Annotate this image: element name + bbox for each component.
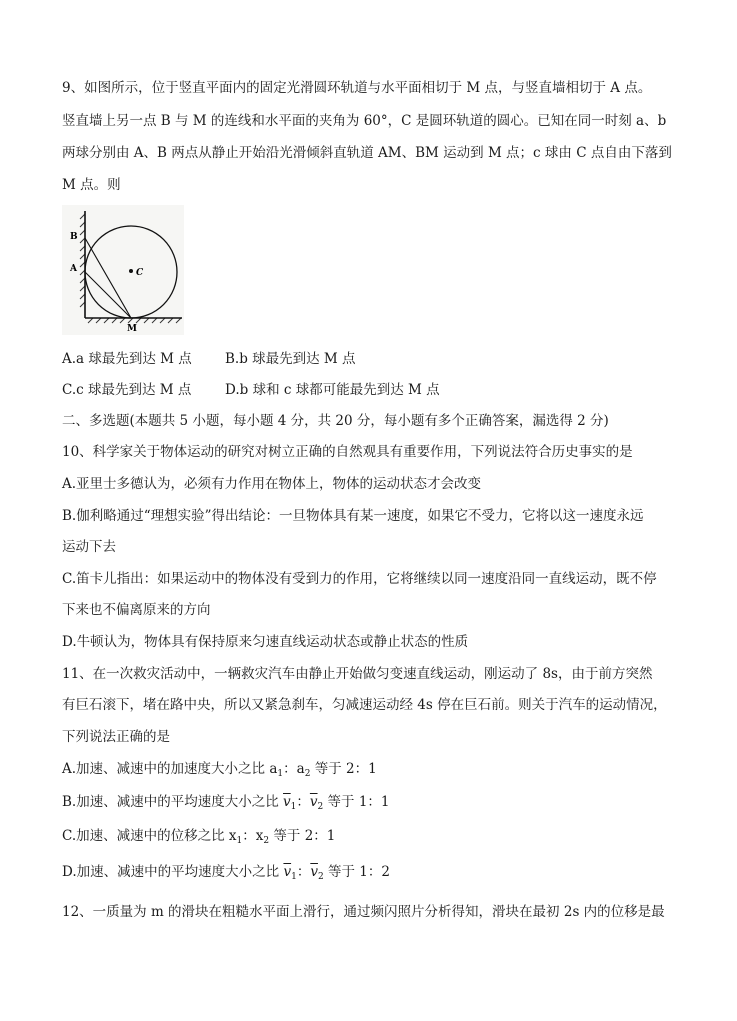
q12-line-1: 12、一质量为 m 的滑块在粗糙水平面上滑行，通过频闪照片分析得知，滑块在最初 2s 内的位移是最 <box>62 904 665 920</box>
q11-b-sub2: 2 <box>317 802 324 812</box>
q11-c-mid: ：x <box>242 828 264 844</box>
q11-a-sub1: 1 <box>277 769 284 779</box>
q9-line-3: 两球分别由 A、B 两点从静止开始沿光滑倾斜直轨道 AM、BM 运动到 M 点；c 球由 C 点自由下落到 <box>62 145 672 161</box>
q11-c-sub2: 2 <box>263 836 270 846</box>
q10-stem: 10、科学家关于物体运动的研究对树立正确的自然观具有重要作用，下列说法符合历史事实的是 <box>62 444 633 460</box>
q11-b-v2: $\overline{v}$ <box>309 794 318 810</box>
q9-option-b: B.b 球最先到达 M 点 <box>225 351 356 367</box>
q11-line-2: 有巨石滚下，堵在路中央，所以又紧急刹车，匀减速运动经 4s 停在巨石前。则关于汽车的运动情况， <box>62 697 667 713</box>
q11-c-tail: 等于 2：1 <box>269 828 336 844</box>
q11-d-sub1: 1 <box>291 872 297 882</box>
q10-option-a: A.亚里士多德认为，必须有力作用在物体上，物体的运动状态才会改变 <box>62 476 482 492</box>
label-M: M <box>127 324 137 334</box>
q10-option-c-line-1: C.笛卡儿指出：如果运动中的物体没有受到力的作用，它将继续以同一速度沿同一直线运动，既不停 <box>62 571 657 587</box>
label-C: C <box>136 268 144 278</box>
q10-option-b-line-1: B.伽利略通过“理想实验”得出结论：一旦物体具有某一速度，如果它不受力，它将以这一速度永远 <box>62 508 644 524</box>
q11-c-sub1: 1 <box>236 836 243 846</box>
q10-option-b-line-2: 运动下去 <box>62 539 116 555</box>
circle-track-figure <box>62 205 184 335</box>
q11-b-text: B.加速、减速中的平均速度大小之比 <box>62 794 284 810</box>
q10-option-c-line-2: 下来也不偏离原来的方向 <box>62 602 211 618</box>
q11-d-v2: $\overline{v}$ <box>310 864 318 880</box>
q11-a-sub2: 2 <box>304 769 311 779</box>
q9-option-c: C.c 球最先到达 M 点 <box>62 382 192 398</box>
q11-d-tail: 等于 1：2 <box>323 864 390 880</box>
q9-option-a: A.a 球最先到达 M 点 <box>62 351 192 367</box>
q11-b-mid: ： <box>296 794 310 810</box>
q11-a-text: A.加速、减速中的加速度大小之比 a <box>62 761 278 777</box>
q11-line-3: 下列说法正确的是 <box>62 729 170 745</box>
q11-d-mid: ： <box>296 864 311 880</box>
q11-d-text: D.加速、减速中的平均速度大小之比 <box>62 864 284 880</box>
q11-a-tail: 等于 2：1 <box>310 761 377 777</box>
figure-background <box>62 205 184 335</box>
q11-option-a <box>62 759 377 784</box>
q11-a-mid: ：a <box>283 761 305 777</box>
q10-option-d: D.牛顿认为，物体具有保持原来匀速直线运动状态或静止状态的性质 <box>62 634 469 650</box>
q11-line-1: 11、在一次救灾活动中，一辆救灾汽车由静止开始做匀变速直线运动，刚运动了 8s，由于前方突然 <box>62 666 653 682</box>
q11-c-text: C.加速、减速中的位移之比 x <box>62 828 237 844</box>
q11-option-c <box>62 826 335 851</box>
section-2-header: 二、多选题(本题共 5 小题，每小题 4 分，共 20 分，每小题有多个正确答案，漏选得 2 分) <box>62 413 609 429</box>
q11-b-v1: $\overline{v}$ <box>283 794 291 810</box>
q9-line-2: 竖直墙上另一点 B 与 M 的连线和水平面的夹角为 60°，C 是圆环轨道的圆心。已知在同一时刻 a、b <box>62 113 667 129</box>
q9-line-4: M 点。则 <box>62 177 121 193</box>
q11-b-tail: 等于 1：1 <box>323 794 390 810</box>
q11-d-v1: $\overline{v}$ <box>283 864 292 880</box>
q9-option-d: D.b 球和 c 球都可能最先到达 M 点 <box>225 382 440 398</box>
q11-d-sub2: 2 <box>317 872 324 882</box>
q11-b-sub1: 1 <box>290 802 297 812</box>
q9-line-1: 9、如图所示，位于竖直平面内的固定光滑圆环轨道与水平面相切于 M 点，与竖直墙相切于 A 点。 <box>62 80 652 96</box>
center-point-C <box>129 269 133 273</box>
q11-option-d <box>62 862 390 887</box>
label-B: B <box>70 232 78 242</box>
label-A: A <box>70 264 77 274</box>
q11-option-b <box>62 792 390 817</box>
